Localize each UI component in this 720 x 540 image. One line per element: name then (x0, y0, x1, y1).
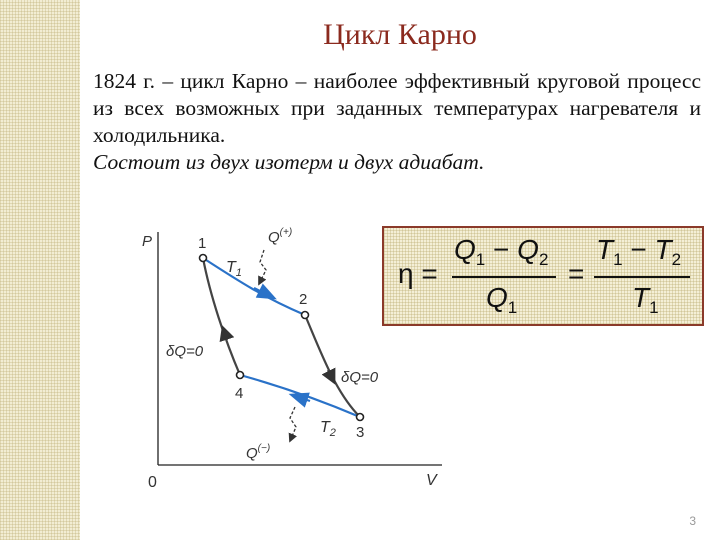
fraction-1-bar (452, 276, 556, 278)
efficiency-formula-box (382, 226, 704, 326)
slide-body (93, 68, 701, 176)
equals-sign: = (568, 258, 585, 289)
decorative-side-strip (0, 0, 80, 540)
isotherm-t1 (203, 258, 308, 315)
point-4-label: 4 (235, 385, 244, 402)
state-point-4 (237, 372, 244, 379)
point-3-label: 3 (356, 424, 365, 441)
paragraph-definition: 1824 г. – цикл Карно – наиболее эффективный круговой процесс из всех возможных при заданных температурах нагревателя и холодильника. (93, 69, 701, 147)
fraction-2-denominator: $T_1$ (632, 282, 659, 317)
t1-label: $T_1$ (226, 259, 242, 279)
adiabat-left-label: δQ=0 (166, 343, 204, 360)
q-minus-label: Q(−) (246, 443, 271, 462)
eta-symbol: η = (398, 258, 438, 289)
fraction-1-denominator: $Q_1$ (486, 282, 518, 317)
adiabat-2-3 (305, 315, 360, 417)
origin-label: 0 (148, 474, 157, 490)
fraction-2-bar (594, 276, 690, 278)
paragraph-composition: Состоит из двух изотерм и двух адиабат. (93, 150, 485, 174)
p-axis-label: P (142, 233, 153, 250)
adiabat-right-label: δQ=0 (341, 369, 379, 386)
state-point-2 (302, 312, 309, 319)
t2-label: $T_2$ (320, 419, 336, 439)
fraction-2-numerator: $T_1 - T_2$ (596, 234, 682, 269)
v-axis-label: V (426, 472, 437, 489)
fraction-1-numerator: $Q_1 - Q_2$ (454, 234, 549, 269)
state-point-3 (357, 414, 364, 421)
slide-title: Цикл Карно (323, 18, 477, 51)
point-1-label: 1 (198, 235, 207, 252)
heat-out-arrow (290, 407, 296, 441)
page-number: 3 (689, 514, 696, 528)
heat-in-arrow (259, 250, 266, 284)
q-plus-label: Q(+) (268, 227, 293, 246)
state-point-1 (200, 255, 207, 262)
point-2-label: 2 (299, 291, 308, 308)
